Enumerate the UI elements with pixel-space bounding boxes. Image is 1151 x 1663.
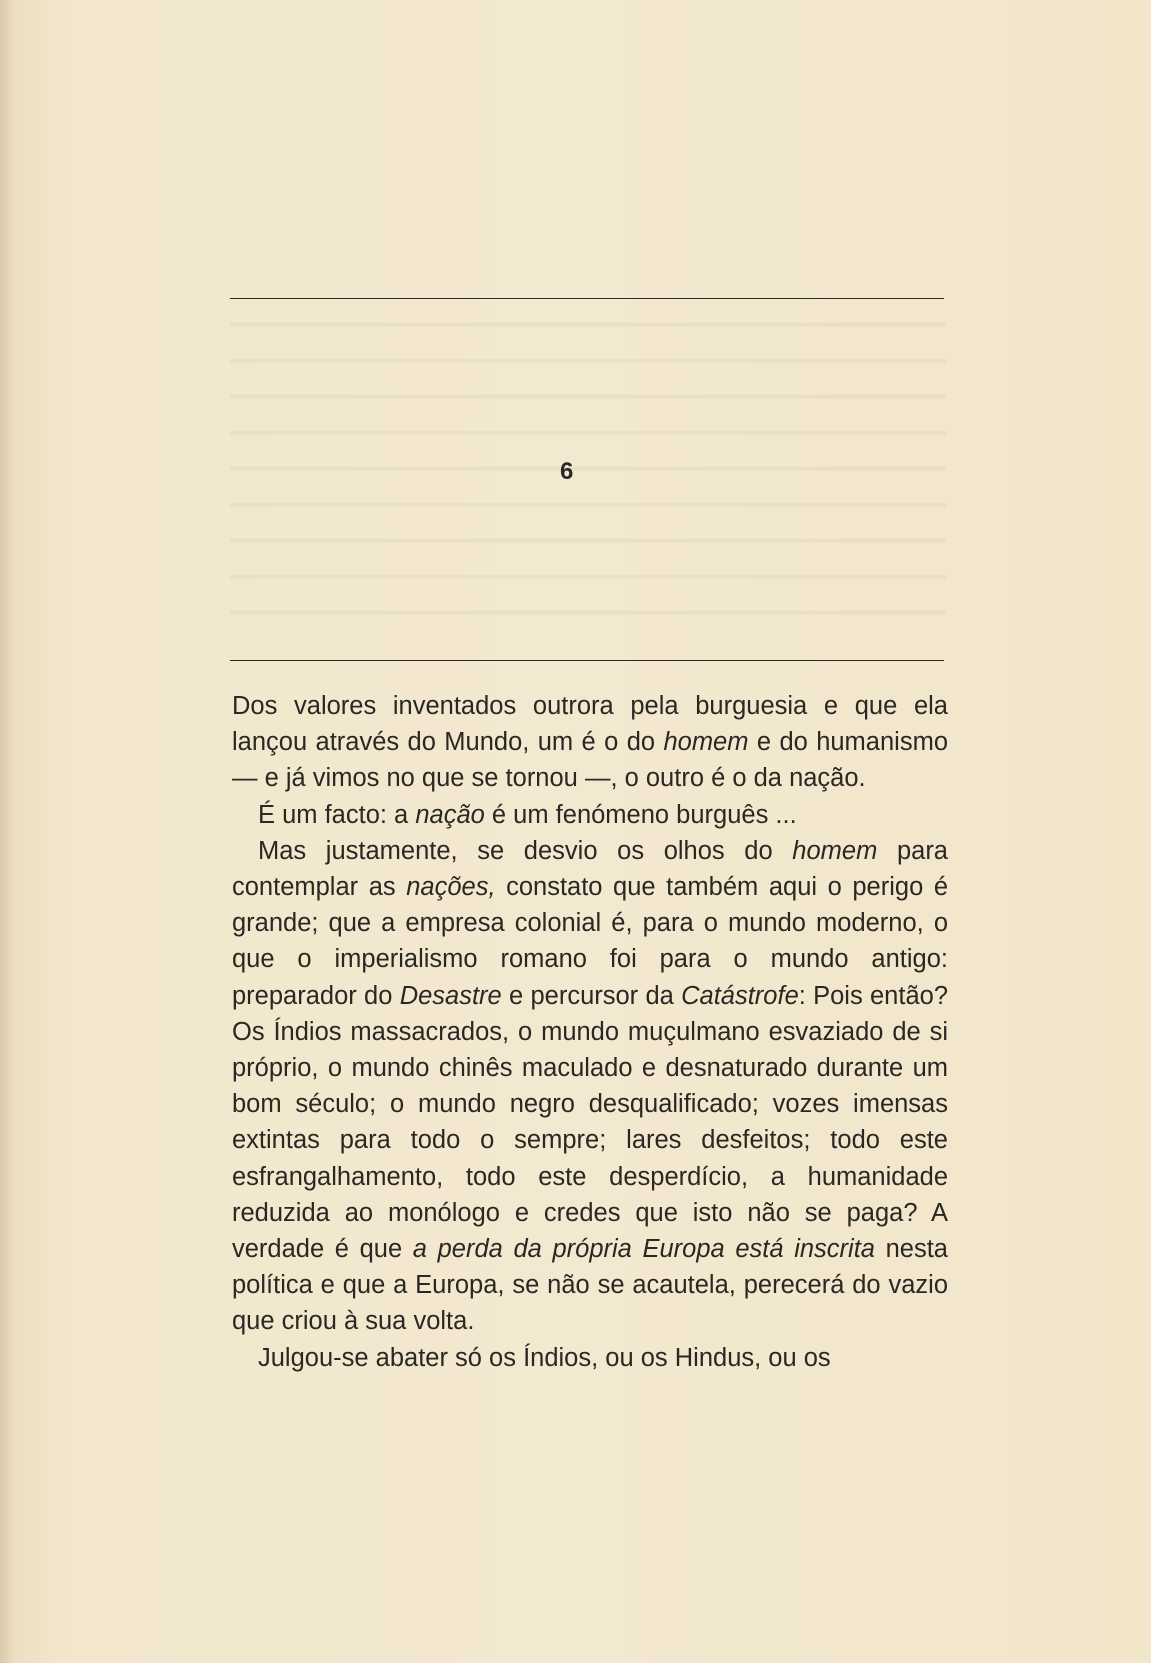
text-run: : Pois então? Os Índios massacrados, o mundo muçulmano esvaziado de si próprio, o mundo chinês maculado e desnaturado durante um bom século; o mundo negro desqualificado; vozes imensas extintas para todo o sempre; lares desfeitos; todo este esfrangalhamento, todo este desperdício, a humanidade reduzida ao monólogo e credes que isto não se paga? A verdade é que xyxy=(232,981,948,1264)
italic-text: homem xyxy=(792,836,878,865)
chapter-rule-top xyxy=(230,298,944,299)
chapter-number: 6 xyxy=(560,458,574,485)
italic-text: nações, xyxy=(406,873,496,902)
text-run: e do humanismo — e já vimos no que se tornou —, o outro é o da nação. xyxy=(232,728,949,793)
body-text xyxy=(232,688,948,1376)
italic-text: nação xyxy=(415,800,485,829)
italic-text: Catástrofe xyxy=(681,981,799,1010)
text-run: Mas justamente, se desvio os olhos do xyxy=(258,836,793,865)
text-run: Dos valores inventados outrora pela burguesia e que ela lançou através do Mundo, um é o do xyxy=(232,692,948,757)
paragraph xyxy=(232,688,948,797)
text-run: constato que também aqui o perigo é grande; que a empresa colonial é, para o mundo moderno, o que o imperialismo romano foi para o mundo antigo: preparador do xyxy=(232,873,949,1010)
chapter-rule-bottom xyxy=(230,660,944,661)
text-run: É um facto: a xyxy=(258,800,416,829)
paragraph xyxy=(232,1340,948,1376)
italic-text: homem xyxy=(663,728,749,757)
italic-text: a perda da própria Europa está inscrita xyxy=(412,1235,875,1264)
text-run: é um fenómeno burguês ... xyxy=(484,800,797,829)
text-run: para contemplar as xyxy=(232,836,948,902)
text-run: nesta política e que a Europa, se não se acautela, perecerá do vazio que criou à sua volta. xyxy=(232,1235,948,1336)
page-binding-edge xyxy=(0,0,14,1663)
paragraph xyxy=(232,833,948,1340)
paragraph xyxy=(232,797,948,833)
text-run: e percursor da xyxy=(501,981,682,1010)
text-run: Julgou-se abater só os Índios, ou os Hindus, ou os xyxy=(258,1343,831,1372)
italic-text: Desastre xyxy=(399,981,502,1010)
